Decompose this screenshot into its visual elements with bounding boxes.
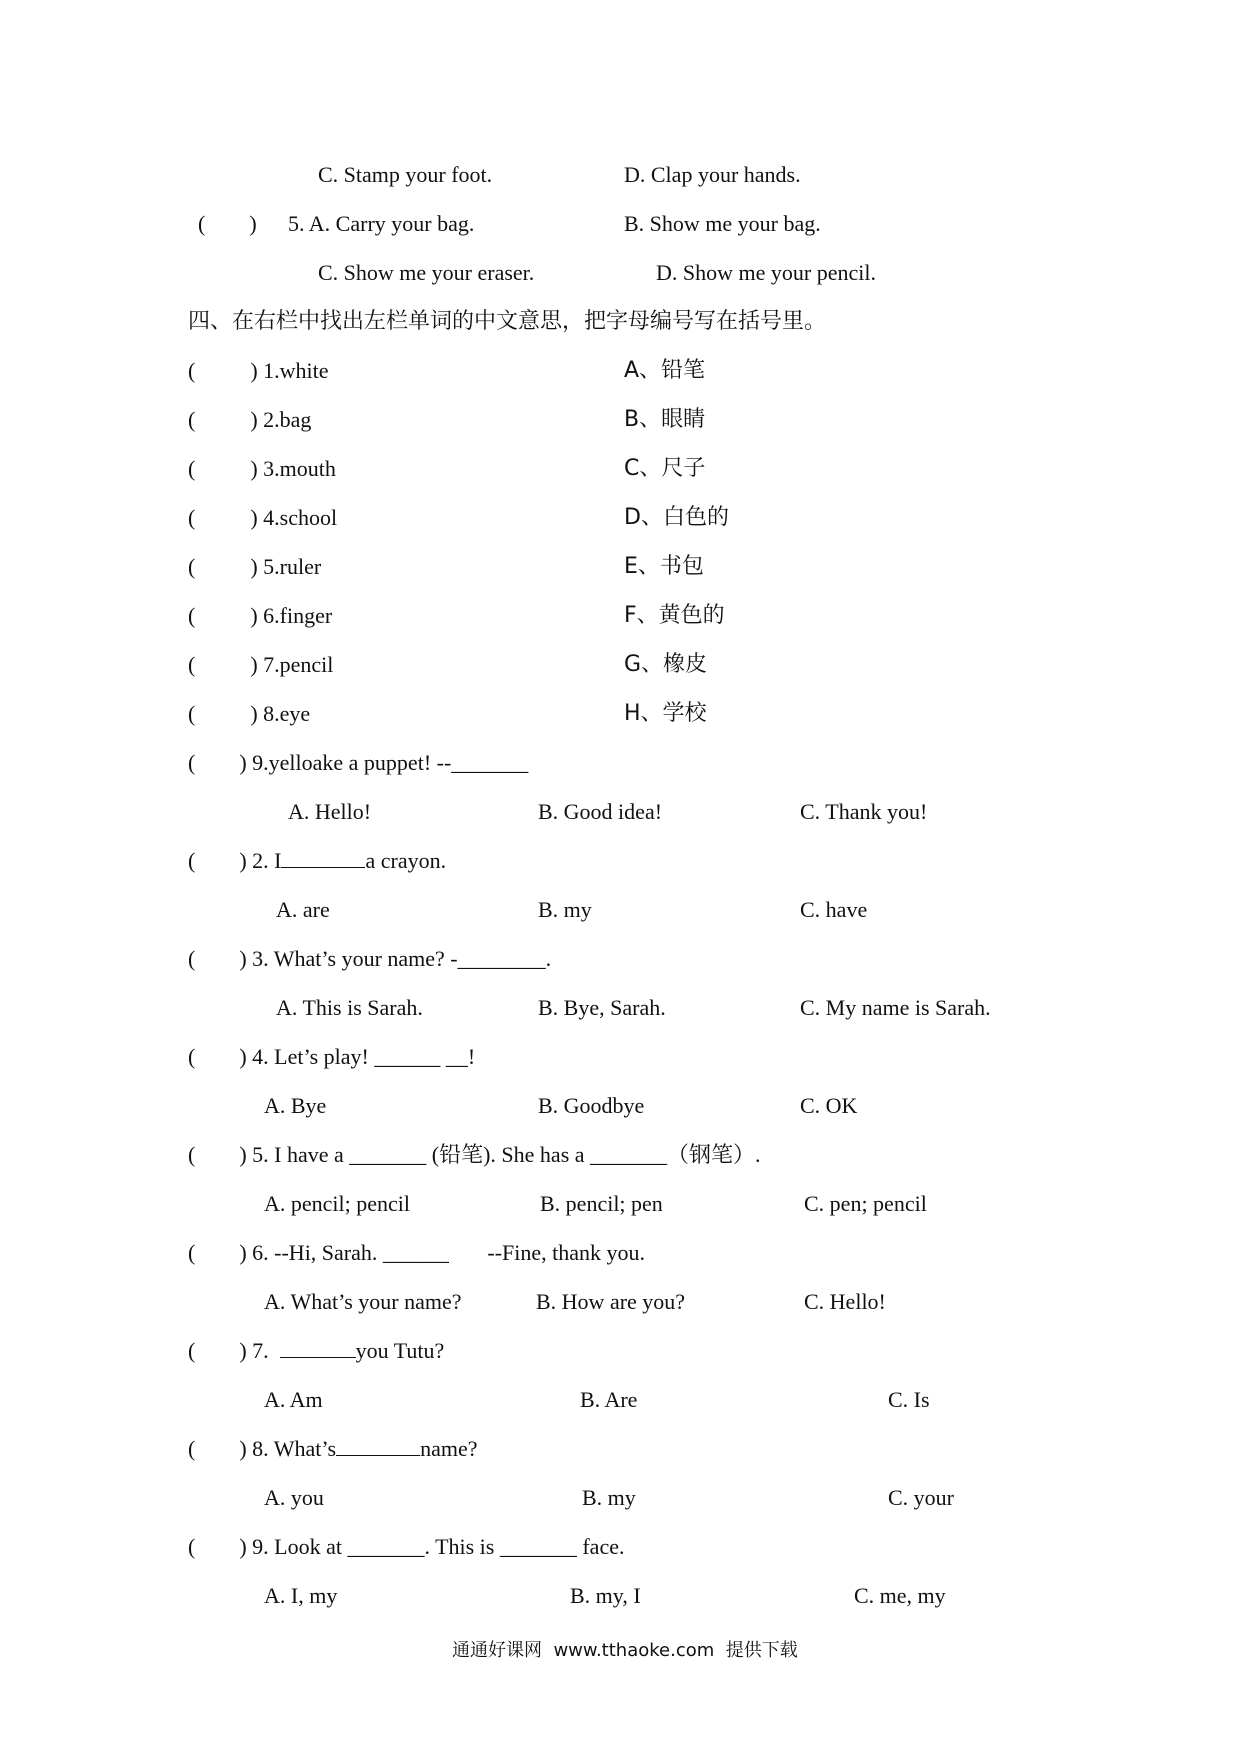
mc-q2-stem-end: a crayon. [365,848,447,873]
q5-option-d: D. Show me your pencil. [656,260,876,285]
match-left-7: ( ) 7.pencil [188,652,334,677]
mc-q9-option-a: A. I, my [264,1583,338,1608]
mc-q5-option-c: C. pen; pencil [804,1191,927,1216]
mc-q3-option-c: C. My name is Sarah. [800,995,991,1020]
mc-q4-option-a: A. Bye [264,1093,327,1118]
match-right-d: D、白色的 [624,505,729,530]
match-right-f: F、黄色的 [624,603,725,628]
match-right-e: E、书包 [624,554,704,579]
mc-q1-stem: ( ) 9.yelloake a puppet! --_______ [188,750,529,775]
mc-q9-option-b: B. my, I [570,1583,641,1608]
mc-q6-option-a: A. What’s your name? [264,1289,462,1314]
answer-blank [280,1339,356,1358]
mc-q7-option-b: B. Are [580,1387,638,1412]
mc-q7-stem-start: ( ) 7. [188,1338,280,1363]
mc-q9-option-c: C. me, my [854,1583,946,1608]
answer-blank [336,1437,420,1456]
section-4-heading: 四、在右栏中找出左栏单词的中文意思，把字母编号写在括号里。 [188,309,827,334]
match-right-h: H、学校 [624,701,707,726]
mc-q8-option-a: A. you [264,1485,324,1510]
mc-q2-stem-start: ( ) 2. I [188,848,282,873]
match-right-b: B、眼睛 [624,407,706,432]
match-left-3: ( ) 3.mouth [188,456,336,481]
mc-q8-stem-end: name? [420,1436,478,1461]
mc-q3-stem: ( ) 3. What’s your name? -________. [188,946,552,971]
mc-q7-stem-end: you Tutu? [355,1338,445,1363]
mc-q4-option-c: C. OK [800,1093,858,1118]
q5-option-a: 5. A. Carry your bag. [288,211,475,236]
mc-q8-option-c: C. your [888,1485,954,1510]
mc-q8-option-b: B. my [582,1485,636,1510]
match-left-1: ( ) 1.white [188,358,329,383]
page-footer: 通通好课网 www.tthaoke.com 提供下载 [452,1640,798,1661]
mc-q2-option-a: A. are [276,897,330,922]
mc-q6-stem: ( ) 6. --Hi, Sarah. ______ --Fine, thank you. [188,1240,646,1265]
mc-q7-option-c: C. Is [888,1387,930,1412]
mc-q7-stem [188,1338,444,1364]
q4-option-d: D. Clap your hands. [624,162,801,187]
mc-q2-option-c: C. have [800,897,868,922]
mc-q3-option-b: B. Bye, Sarah. [538,995,666,1020]
mc-q8-stem [188,1436,477,1462]
mc-q6-option-b: B. How are you? [536,1289,686,1314]
mc-q3-option-a: A. This is Sarah. [276,995,423,1020]
q5-option-c: C. Show me your eraser. [318,260,535,285]
mc-q4-option-b: B. Goodbye [538,1093,645,1118]
match-left-2: ( ) 2.bag [188,407,312,432]
q5-answer-paren: ( ) [198,211,257,236]
match-left-4: ( ) 4.school [188,505,338,530]
mc-q5-stem: ( ) 5. I have a _______ (铅笔). She has a _______（钢笔）. [188,1142,761,1167]
mc-q4-stem: ( ) 4. Let’s play! ______ __! [188,1044,476,1069]
match-left-8: ( ) 8.eye [188,701,311,726]
mc-q2-stem [188,848,446,874]
mc-q5-option-b: B. pencil; pen [540,1191,663,1216]
mc-q8-stem-start: ( ) 8. What’s [188,1436,337,1461]
answer-blank [281,849,365,868]
match-left-5: ( ) 5.ruler [188,554,322,579]
mc-q1-option-b: B. Good idea! [538,799,663,824]
match-left-6: ( ) 6.finger [188,603,333,628]
match-right-g: G、橡皮 [624,652,708,677]
mc-q1-option-a: A. Hello! [288,799,372,824]
q5-option-b: B. Show me your bag. [624,211,821,236]
match-right-c: C、尺子 [624,456,706,481]
mc-q6-option-c: C. Hello! [804,1289,886,1314]
mc-q1-option-c: C. Thank you! [800,799,928,824]
mc-q2-option-b: B. my [538,897,592,922]
q4-option-c: C. Stamp your foot. [318,162,493,187]
match-right-a: A、铅笔 [624,358,706,383]
mc-q9-stem: ( ) 9. Look at _______. This is _______ face. [188,1534,625,1559]
mc-q7-option-a: A. Am [264,1387,323,1412]
mc-q5-option-a: A. pencil; pencil [264,1191,411,1216]
